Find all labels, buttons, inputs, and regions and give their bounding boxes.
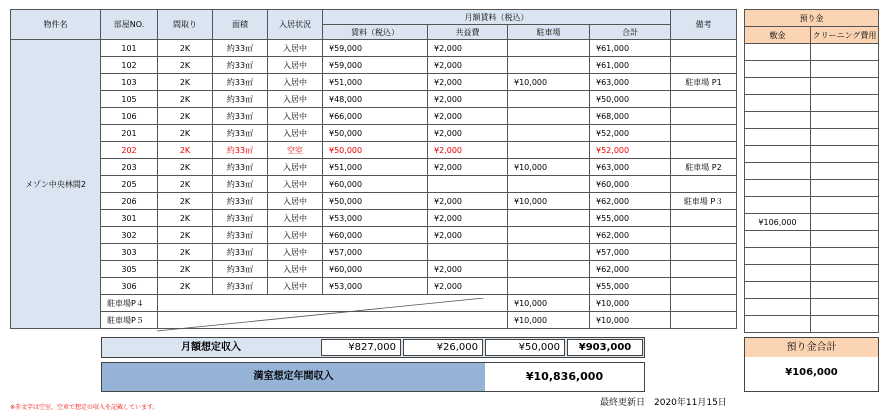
common-cell: ¥2,000 xyxy=(428,91,508,108)
deposit-cleaning-cell xyxy=(811,146,879,163)
deposit-cleaning-cell xyxy=(811,78,879,95)
status-cell: 入居中 xyxy=(268,40,323,57)
deposit-row xyxy=(745,231,879,248)
deposit-title: 預り金 xyxy=(745,10,879,27)
parking-space: 駐車場P４ xyxy=(101,295,158,312)
rent-cell: ¥50,000 xyxy=(323,142,428,159)
total-cell: ¥68,000 xyxy=(590,108,671,125)
deposit-row xyxy=(745,299,879,316)
common-cell: ¥2,000 xyxy=(428,40,508,57)
note-cell xyxy=(671,40,737,57)
total-cell: ¥55,000 xyxy=(590,210,671,227)
deposit-cleaning-cell xyxy=(811,44,879,61)
rent-cell: ¥60,000 xyxy=(323,261,428,278)
deposit-row xyxy=(745,265,879,282)
layout-cell: 2K xyxy=(158,40,213,57)
total-cell: ¥62,000 xyxy=(590,193,671,210)
area-cell: 約33㎡ xyxy=(213,244,268,261)
deposit-row xyxy=(745,112,879,129)
total-cell: ¥61,000 xyxy=(590,57,671,74)
table-row xyxy=(11,193,737,210)
deposit-shikikin-cell xyxy=(745,78,811,95)
total-cell: ¥63,000 xyxy=(590,159,671,176)
rent-roll-table xyxy=(10,9,737,329)
area-cell: 約33㎡ xyxy=(213,142,268,159)
deposit-shikikin-cell xyxy=(745,197,811,214)
deposit-shikikin-cell xyxy=(745,61,811,78)
deposit-shikikin-cell xyxy=(745,146,811,163)
table-row xyxy=(11,125,737,142)
deposit-row xyxy=(745,61,879,78)
deposit-total-value: ¥106,000 xyxy=(785,367,838,378)
note-cell xyxy=(671,227,737,244)
total-cell: ¥55,000 xyxy=(590,278,671,295)
area-cell: 約33㎡ xyxy=(213,91,268,108)
col-layout: 間取り xyxy=(158,10,213,40)
property-name: メゾン中央林間2 xyxy=(11,40,101,329)
status-cell: 入居中 xyxy=(268,227,323,244)
deposit-row xyxy=(745,95,879,112)
layout-cell: 2K xyxy=(158,261,213,278)
room-number: 202 xyxy=(101,142,158,159)
parking-cell: ¥10,000 xyxy=(508,159,590,176)
area-cell: 約33㎡ xyxy=(213,227,268,244)
status-cell: 入居中 xyxy=(268,193,323,210)
table-row xyxy=(11,176,737,193)
common-cell: ¥2,000 xyxy=(428,159,508,176)
room-number: 302 xyxy=(101,227,158,244)
parking-cell xyxy=(508,125,590,142)
strike-line xyxy=(157,298,484,332)
parking-cell xyxy=(508,227,590,244)
deposit-shikikin-cell xyxy=(745,265,811,282)
rent-cell: ¥48,000 xyxy=(323,91,428,108)
total-cell: ¥52,000 xyxy=(590,125,671,142)
room-number: 205 xyxy=(101,176,158,193)
deposit-cleaning-cell xyxy=(811,265,879,282)
total-cell: ¥63,000 xyxy=(590,74,671,91)
parking-cell xyxy=(508,91,590,108)
note-cell xyxy=(671,261,737,278)
status-cell: 入居中 xyxy=(268,91,323,108)
table-row xyxy=(11,142,737,159)
layout-cell: 2K xyxy=(158,125,213,142)
parking-cell xyxy=(508,244,590,261)
monthly-parking-total: ¥50,000 xyxy=(485,339,565,356)
col-status: 入居状況 xyxy=(268,10,323,40)
room-number: 305 xyxy=(101,261,158,278)
col-room-no: 部屋NO. xyxy=(101,10,158,40)
room-number: 105 xyxy=(101,91,158,108)
table-row xyxy=(11,108,737,125)
deposit-shikikin-cell xyxy=(745,129,811,146)
area-cell: 約33㎡ xyxy=(213,125,268,142)
total-cell: ¥52,000 xyxy=(590,142,671,159)
total-cell: ¥10,000 xyxy=(590,295,671,312)
layout-cell: 2K xyxy=(158,244,213,261)
deposit-row xyxy=(745,316,879,333)
table-row xyxy=(11,227,737,244)
status-cell: 入居中 xyxy=(268,108,323,125)
table-row xyxy=(11,244,737,261)
common-cell: ¥2,000 xyxy=(428,125,508,142)
col-notes: 備考 xyxy=(671,10,737,40)
layout-cell: 2K xyxy=(158,108,213,125)
note-cell xyxy=(671,244,737,261)
area-cell: 約33㎡ xyxy=(213,210,268,227)
deposit-cleaning-cell xyxy=(811,197,879,214)
total-cell: ¥60,000 xyxy=(590,176,671,193)
room-number: 106 xyxy=(101,108,158,125)
monthly-grand-total: ¥903,000 xyxy=(567,339,643,356)
status-cell: 空室 xyxy=(268,142,323,159)
layout-cell: 2K xyxy=(158,227,213,244)
deposit-shikikin-header: 敷金 xyxy=(745,27,811,44)
common-cell: ¥2,000 xyxy=(428,74,508,91)
total-cell: ¥10,000 xyxy=(590,312,671,329)
area-cell: 約33㎡ xyxy=(213,74,268,91)
area-cell: 約33㎡ xyxy=(213,108,268,125)
col-rent: 賃料（税込） xyxy=(323,25,428,40)
deposit-cleaning-cell xyxy=(811,129,879,146)
area-cell: 約33㎡ xyxy=(213,278,268,295)
deposit-row xyxy=(745,180,879,197)
deposit-cleaning-cell xyxy=(811,299,879,316)
common-cell: ¥2,000 xyxy=(428,193,508,210)
layout-cell: 2K xyxy=(158,159,213,176)
layout-cell: 2K xyxy=(158,176,213,193)
rent-cell: ¥51,000 xyxy=(323,159,428,176)
monthly-income-label: 月額想定収入 xyxy=(181,342,241,353)
deposit-cleaning-cell xyxy=(811,112,879,129)
parking-cell xyxy=(508,108,590,125)
common-cell: ¥2,000 xyxy=(428,142,508,159)
layout-cell: 2K xyxy=(158,142,213,159)
note-cell: 駐車場 P2 xyxy=(671,159,737,176)
deposit-row xyxy=(745,163,879,180)
deposit-cleaning-cell xyxy=(811,61,879,78)
deposit-shikikin-cell xyxy=(745,180,811,197)
deposit-row xyxy=(745,78,879,95)
monthly-common-total: ¥26,000 xyxy=(403,339,483,356)
rent-cell: ¥50,000 xyxy=(323,125,428,142)
total-cell: ¥62,000 xyxy=(590,261,671,278)
note-cell xyxy=(671,176,737,193)
deposit-row xyxy=(745,44,879,61)
table-row xyxy=(11,159,737,176)
col-common: 共益費 xyxy=(428,25,508,40)
annual-income-label: 満室想定年間収入 xyxy=(102,363,485,391)
status-cell: 入居中 xyxy=(268,159,323,176)
area-cell: 約33㎡ xyxy=(213,193,268,210)
deposit-row xyxy=(745,129,879,146)
room-number: 101 xyxy=(101,40,158,57)
parking-cell: ¥10,000 xyxy=(508,74,590,91)
note-cell xyxy=(671,210,737,227)
parking-cell: ¥10,000 xyxy=(508,312,590,329)
parking-cell xyxy=(508,57,590,74)
deposit-row xyxy=(745,282,879,299)
parking-space: 駐車場P５ xyxy=(101,312,158,329)
table-row xyxy=(11,91,737,108)
layout-cell: 2K xyxy=(158,57,213,74)
table-row xyxy=(11,74,737,91)
deposit-shikikin-cell xyxy=(745,112,811,129)
col-monthly: 月額賃料（税込） xyxy=(323,10,671,25)
deposit-shikikin-cell xyxy=(745,299,811,316)
note-cell: 駐車場 P1 xyxy=(671,74,737,91)
footnote: ※赤文字は空室、空車で想定の収入を記載しています。 xyxy=(10,404,159,411)
status-cell: 入居中 xyxy=(268,278,323,295)
monthly-rent-total: ¥827,000 xyxy=(321,339,401,356)
deposit-row xyxy=(745,248,879,265)
total-cell: ¥61,000 xyxy=(590,40,671,57)
total-cell: ¥50,000 xyxy=(590,91,671,108)
parking-cell xyxy=(508,176,590,193)
deposit-shikikin-cell xyxy=(745,163,811,180)
deposit-shikikin-cell xyxy=(745,44,811,61)
rent-cell: ¥53,000 xyxy=(323,278,428,295)
note-cell xyxy=(671,295,737,312)
parking-cell xyxy=(508,40,590,57)
note-cell xyxy=(671,312,737,329)
status-cell: 入居中 xyxy=(268,244,323,261)
rent-cell: ¥57,000 xyxy=(323,244,428,261)
deposit-cleaning-cell xyxy=(811,248,879,265)
parking-cell xyxy=(508,142,590,159)
rent-cell: ¥59,000 xyxy=(323,40,428,57)
col-total: 合計 xyxy=(590,25,671,40)
deposit-cleaning-cell xyxy=(811,95,879,112)
note-cell: 駐車場 P３ xyxy=(671,193,737,210)
note-cell xyxy=(671,125,737,142)
layout-cell: 2K xyxy=(158,74,213,91)
room-number: 203 xyxy=(101,159,158,176)
room-number: 206 xyxy=(101,193,158,210)
deposit-row xyxy=(745,197,879,214)
note-cell xyxy=(671,108,737,125)
parking-cell: ¥10,000 xyxy=(508,295,590,312)
deposit-shikikin-cell: ¥106,000 xyxy=(745,214,811,231)
area-cell: 約33㎡ xyxy=(213,57,268,74)
room-number: 301 xyxy=(101,210,158,227)
deposit-cleaning-header: クリーニング費用 xyxy=(811,27,879,44)
note-cell xyxy=(671,91,737,108)
note-cell xyxy=(671,142,737,159)
deposit-shikikin-cell xyxy=(745,231,811,248)
status-cell: 入居中 xyxy=(268,74,323,91)
deposit-cleaning-cell xyxy=(811,163,879,180)
total-cell: ¥57,000 xyxy=(590,244,671,261)
deposit-shikikin-cell xyxy=(745,248,811,265)
room-number: 303 xyxy=(101,244,158,261)
deposit-row xyxy=(745,146,879,163)
parking-cell: ¥10,000 xyxy=(508,193,590,210)
common-cell xyxy=(428,244,508,261)
common-cell: ¥2,000 xyxy=(428,108,508,125)
status-cell: 入居中 xyxy=(268,176,323,193)
room-number: 102 xyxy=(101,57,158,74)
table-row xyxy=(11,40,737,57)
header-row-1 xyxy=(11,10,737,25)
deposit-cleaning-cell xyxy=(811,316,879,333)
deposit-shikikin-cell xyxy=(745,95,811,112)
total-cell: ¥62,000 xyxy=(590,227,671,244)
common-cell: ¥2,000 xyxy=(428,278,508,295)
common-cell: ¥2,000 xyxy=(428,210,508,227)
parking-cell xyxy=(508,210,590,227)
rent-cell: ¥60,000 xyxy=(323,176,428,193)
parking-cell xyxy=(508,261,590,278)
col-area: 面積 xyxy=(213,10,268,40)
layout-cell: 2K xyxy=(158,278,213,295)
deposit-table xyxy=(744,9,879,333)
deposit-row xyxy=(745,214,879,231)
area-cell: 約33㎡ xyxy=(213,176,268,193)
room-number: 103 xyxy=(101,74,158,91)
common-cell xyxy=(428,176,508,193)
deposit-cleaning-cell xyxy=(811,180,879,197)
status-cell: 入居中 xyxy=(268,125,323,142)
rent-cell: ¥51,000 xyxy=(323,74,428,91)
layout-cell: 2K xyxy=(158,193,213,210)
common-cell: ¥2,000 xyxy=(428,261,508,278)
layout-cell: 2K xyxy=(158,91,213,108)
deposit-cleaning-cell xyxy=(811,231,879,248)
note-cell xyxy=(671,278,737,295)
rent-cell: ¥66,000 xyxy=(323,108,428,125)
rent-cell: ¥60,000 xyxy=(323,227,428,244)
room-number: 201 xyxy=(101,125,158,142)
layout-cell: 2K xyxy=(158,210,213,227)
status-cell: 入居中 xyxy=(268,57,323,74)
deposit-cleaning-cell xyxy=(811,282,879,299)
table-row xyxy=(11,210,737,227)
col-parking: 駐車場 xyxy=(508,25,590,40)
deposit-shikikin-cell xyxy=(745,282,811,299)
area-cell: 約33㎡ xyxy=(213,159,268,176)
deposit-cleaning-cell xyxy=(811,214,879,231)
strike-line-path xyxy=(157,298,484,331)
table-row xyxy=(11,278,737,295)
deposit-total-label: 預り金合計 xyxy=(745,338,878,357)
room-number: 306 xyxy=(101,278,158,295)
col-property: 物件名 xyxy=(11,10,101,40)
last-updated: 最終更新日 2020年11月15日 xyxy=(600,398,727,408)
annual-income-value: ¥10,836,000 xyxy=(525,370,604,383)
common-cell: ¥2,000 xyxy=(428,227,508,244)
rent-cell: ¥53,000 xyxy=(323,210,428,227)
note-cell xyxy=(671,57,737,74)
area-cell: 約33㎡ xyxy=(213,261,268,278)
area-cell: 約33㎡ xyxy=(213,40,268,57)
table-row xyxy=(11,57,737,74)
status-cell: 入居中 xyxy=(268,210,323,227)
common-cell: ¥2,000 xyxy=(428,57,508,74)
table-row xyxy=(11,261,737,278)
parking-cell xyxy=(508,278,590,295)
rent-cell: ¥50,000 xyxy=(323,193,428,210)
deposit-shikikin-cell xyxy=(745,316,811,333)
rent-cell: ¥59,000 xyxy=(323,57,428,74)
status-cell: 入居中 xyxy=(268,261,323,278)
